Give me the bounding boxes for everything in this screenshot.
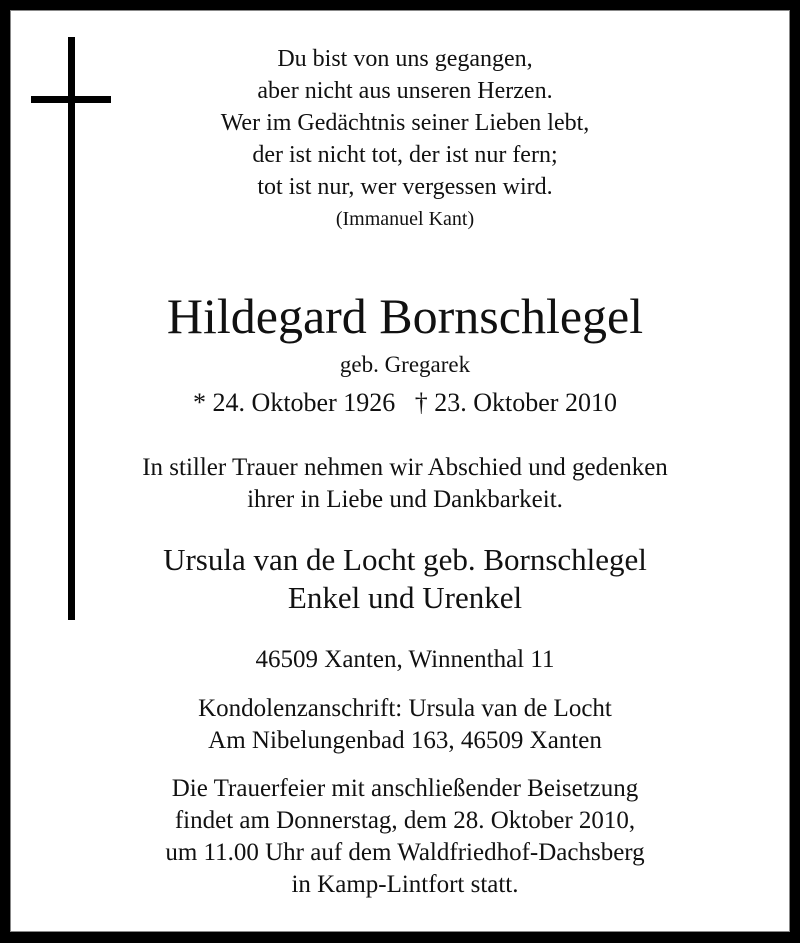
message-line: In stiller Trauer nehmen wir Abschied und gedenken [142,454,668,481]
deceased-maiden-name: geb. Gregarek [339,352,471,377]
quote-line: Wer im Gedächtnis seiner Lieben lebt, [220,110,590,136]
mourner-line: Ursula van de Locht geb. Bornschlegel [163,542,647,577]
quote-line: tot ist nur, wer vergessen wird. [257,174,553,200]
funeral-line: in Kamp-Lintfort statt. [291,871,519,898]
deceased-dates: * 24. Oktober 1926 † 23. Oktober 2010 [193,388,617,417]
quote-line: der ist nicht tot, der ist nur fern; [252,142,558,168]
quote-author: (Immanuel Kant) [335,208,475,230]
condolence-line: Am Nibelungenbad 163, 46509 Xanten [208,727,602,754]
condolence-line: Kondolenzanschrift: Ursula van de Locht [198,695,612,722]
mourner-line: Enkel und Urenkel [287,580,523,615]
message-line: ihrer in Liebe und Dankbarkeit. [247,486,563,513]
quote-line: aber nicht aus unseren Herzen. [257,78,553,104]
family-address: 46509 Xanten, Winnenthal 11 [255,646,555,673]
quote-line: Du bist von uns gegangen, [277,46,533,72]
funeral-line: findet am Donnerstag, dem 28. Oktober 2010, [174,807,636,834]
obituary-notice [10,10,790,932]
deceased-name: Hildegard Bornschlegel [166,288,644,344]
funeral-line: um 11.00 Uhr auf dem Waldfriedhof-Dachsberg [165,839,645,866]
funeral-line: Die Trauerfeier mit anschließender Beisetzung [171,775,639,802]
